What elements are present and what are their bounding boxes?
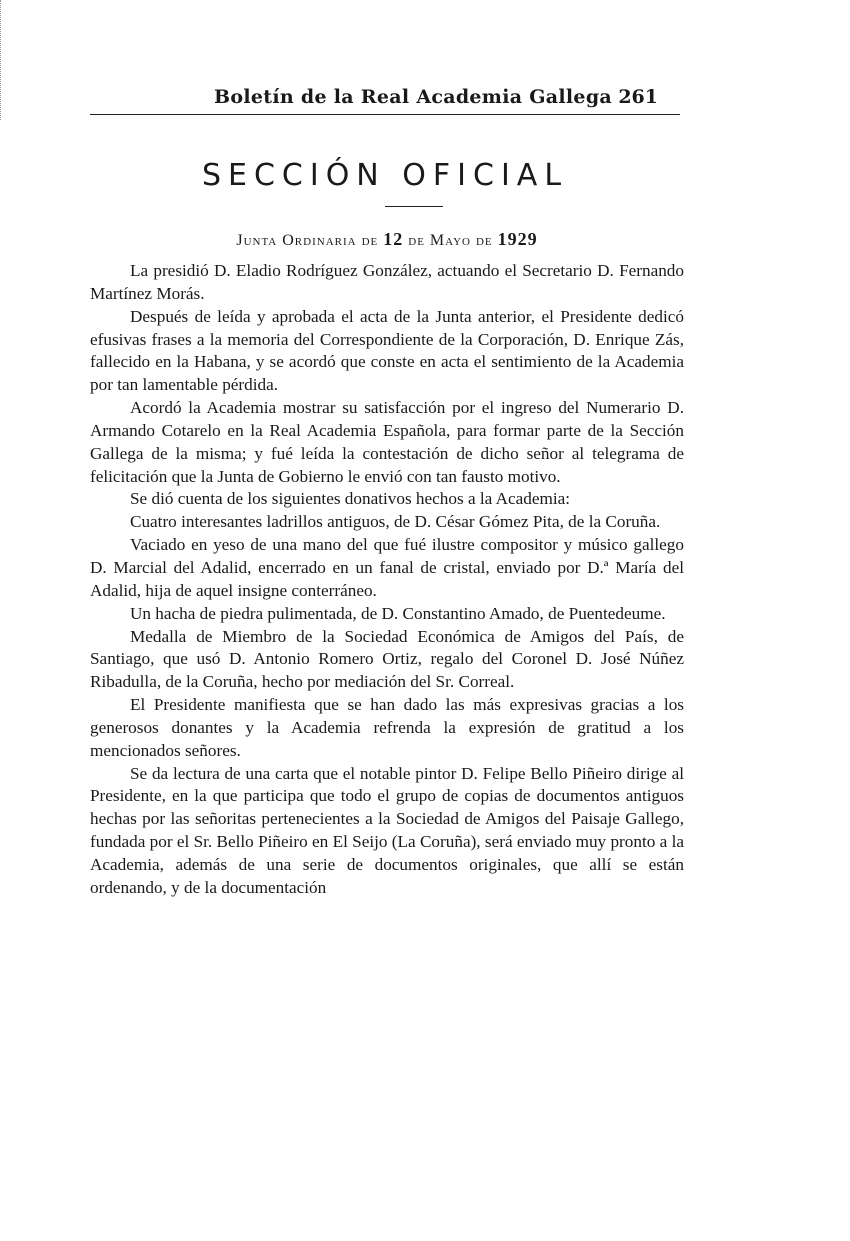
running-title: Boletín de la Real Academia Gallega (214, 86, 613, 108)
paragraph: El Presidente manifiesta que se han dado las más expresivas gracias a los generosos donantes y la Academia refrenda la expresión de gratitud a los mencionados señores. (90, 695, 684, 760)
meeting-year: 1929 (497, 229, 538, 249)
paragraph: Acordó la Academia mostrar su satisfacción por el ingreso del Numerario D. Armando Cotarelo en la Real Academia Española, para formar parte de la Sección Gallega de la misma; y fué leída la contestación de dicho señor al telegrama de felicitación que la Junta de Gobierno le envió con tan fausto motivo. (90, 398, 684, 486)
title-divider (385, 206, 443, 207)
paragraph: Se dió cuenta de los siguientes donativos hechos a la Academia: (130, 489, 571, 509)
page-header (90, 84, 680, 115)
paragraph: Cuatro interesantes ladrillos antiguos, de D. César Gómez Pita, de la Coruña. (130, 512, 661, 532)
body-text (90, 260, 684, 900)
paragraph: Después de leída y aprobada el acta de la Junta anterior, el Presidente dedicó efusivas frases a la memoria del Correspondiente de la Corporación, D. Enrique Zás, fallecido en la Habana, y se acordó que conste en acta el sentimiento de la Academia por tan lamentable pérdida. (90, 306, 684, 395)
paragraph: La presidió D. Eladio Rodríguez González, actuando el Secretario D. Fernando Martínez Morás. (90, 261, 684, 303)
meeting-heading-middle: de Mayo de (408, 232, 493, 249)
meeting-day: 12 (383, 229, 404, 249)
page-number: 261 (618, 86, 658, 108)
meeting-heading (90, 229, 684, 250)
section-title: SECCIÓN OFICIAL (201, 158, 569, 193)
paragraph: Se da lectura de una carta que el notable pintor D. Felipe Bello Piñeiro dirige al Presidente, en la que participa que todo el grupo de copias de documentos antiguos hechas por las señoritas pertenecientes a la Sociedad de Amigos del Paisaje Gallego, fundada por el Sr. Bello Piñeiro en El Seijo (La Coruña), será enviado muy pronto a la Academia, además de una serie de documentos originales, que allí se están ordenando, y de la documentación (90, 763, 684, 897)
paragraph: Vaciado en yeso de una mano del que fué ilustre compositor y músico gallego D. Marcial del Adalid, encerrado en un fanal de cristal, enviado por D.ª María del Adalid, hija de aquel insigne conterráneo. (90, 535, 684, 600)
paragraph: Un hacha de piedra pulimentada, de D. Constantino Amado, de Puentedeume. (130, 603, 666, 623)
meeting-heading-prefix: Junta Ordinaria de (236, 232, 379, 249)
scan-edge-mark (0, 0, 7, 120)
paragraph: Medalla de Miembro de la Sociedad Económica de Amigos del País, de Santiago, que usó D. Antonio Romero Ortiz, regalo del Coronel D. José Núñez Ribadulla, de la Coruña, hecho por mediación del Sr. Correal. (90, 626, 684, 692)
